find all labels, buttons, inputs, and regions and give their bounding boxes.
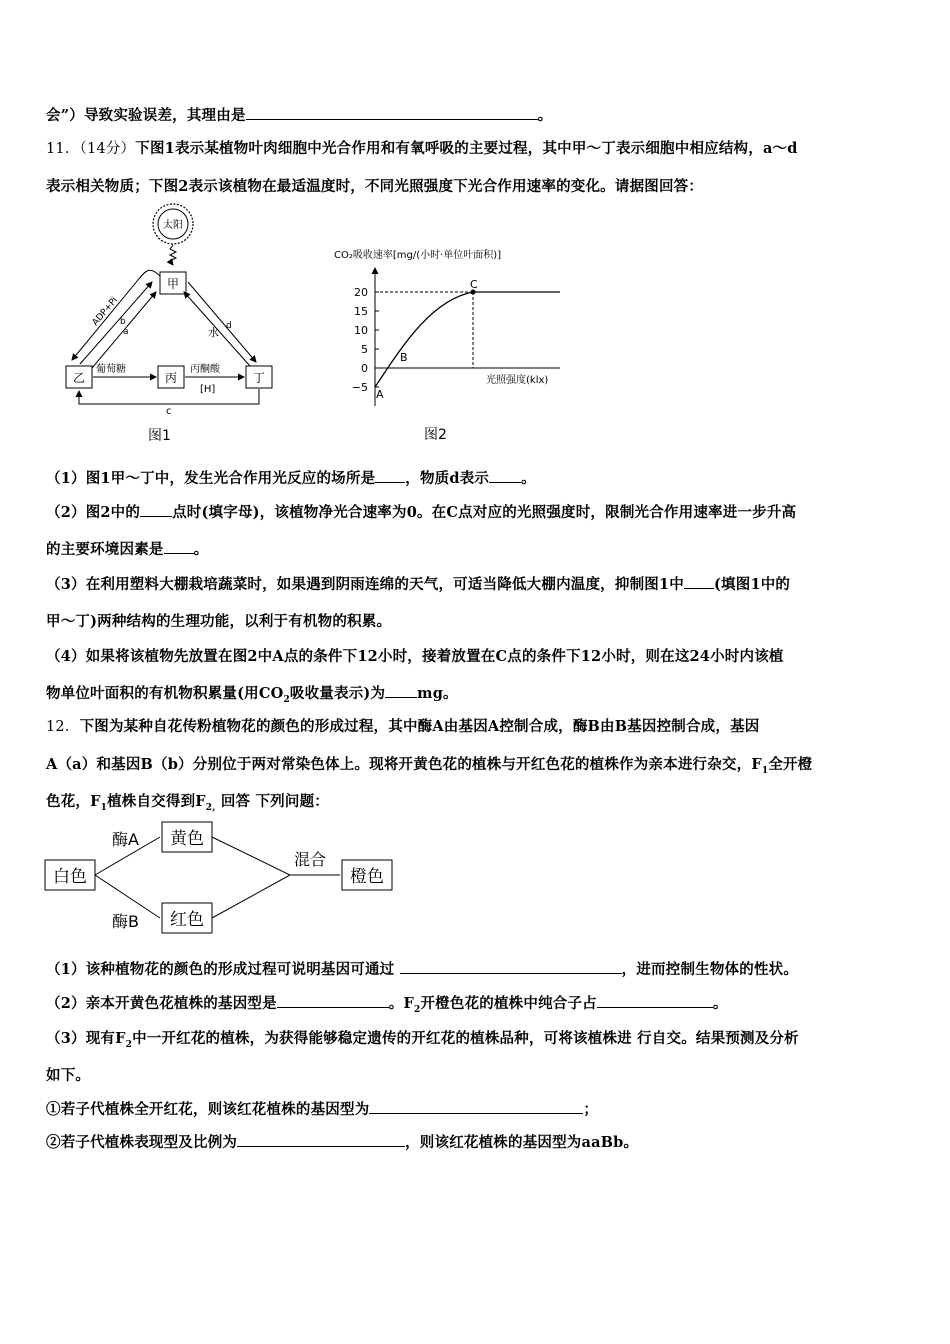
q12-intro2b: 全开橙 (768, 756, 813, 773)
label-red: 红色 (170, 910, 204, 930)
q11-p1-text-a: （1）图1甲～丁中，发生光合作用光反应的场所是 (46, 470, 376, 487)
answer-blank[interactable] (385, 683, 417, 698)
figure-1 (60, 200, 290, 450)
y-tick-15: 15 (354, 305, 368, 318)
answer-blank[interactable] (400, 959, 622, 974)
q11-part4-line2 (46, 682, 458, 705)
q10-tail-line (46, 104, 552, 125)
label-white: 白色 (53, 867, 87, 887)
adp-arrow (72, 270, 160, 360)
label-glucose: 葡萄糖 (96, 364, 126, 375)
co2-subscript: 2 (283, 694, 290, 705)
q11-p1-text-c: 。 (521, 470, 536, 487)
q11-part3-line1 (46, 573, 790, 594)
y-axis-label: CO₂吸收速率[mg/(小时·单位叶面积)] (334, 250, 502, 261)
q11-p1-text-b: ，物质d表示 (405, 470, 490, 487)
q11-p3-text-a: （3）在利用塑料大棚栽培蔬菜时，如果遇到阴雨连绵的天气，可适当降低大棚内温度，抑制图1中 (46, 576, 684, 593)
q12-intro-line3 (46, 790, 329, 813)
q11-part2-line1 (46, 501, 796, 522)
figure-1-caption: 图1 (148, 428, 171, 444)
q12-part3-line1 (46, 1027, 799, 1050)
q12-intro3-b: 植株自交得到F (107, 793, 206, 810)
x-axis-label: 光照强度(klx) (486, 375, 549, 386)
sun-label: 太阳 (163, 220, 183, 231)
q11-p4b-text-c: mg。 (417, 685, 458, 702)
figure-2-caption: 图2 (424, 427, 447, 443)
q12-part2 (46, 992, 728, 1015)
label-h: [H] (200, 384, 216, 395)
answer-blank[interactable] (489, 468, 521, 483)
q12-r1-text-b: ； (583, 1101, 599, 1118)
q11-p2b-text-b: 。 (193, 541, 209, 558)
f2-subscript: 2, (205, 802, 216, 813)
label-mix: 混合 (294, 850, 327, 869)
label-ding: 丁 (252, 371, 266, 385)
point-b-label: B (400, 351, 408, 364)
answer-blank[interactable] (140, 502, 172, 517)
answer-blank[interactable] (369, 1099, 583, 1114)
q12-r2-text-b: ，则该红花植株的基因型为aaBb。 (405, 1134, 639, 1151)
y-tick-5: 5 (361, 343, 368, 356)
answer-blank[interactable] (164, 539, 194, 554)
q12-p3-text-b: 中一开红花的植株，为获得能够稳定遗传的开红花的植株品种，可将该植株进 行自交。结果预测及分析 (132, 1030, 799, 1047)
point-c-label: C (470, 278, 478, 291)
q12-intro3-c: 回答 下列问题： (215, 793, 329, 810)
q11-intro1: 下图1表示某植物叶肉细胞中光合作用和有氧呼吸的主要过程，其中甲～丁表示细胞中相应结构，a～d (135, 140, 798, 157)
q11-p3b-text: 甲～丁)两种结构的生理功能，以利于有机物的积累。 (46, 613, 392, 630)
q11-part4-line1 (46, 645, 784, 666)
q11-intro-line2 (46, 175, 703, 196)
q11-part2-line2 (46, 538, 208, 559)
label-b: b (120, 317, 126, 327)
q11-p4a-text: （4）如果将该植物先放置在图2中A点的条件下12小时，接着放置在C点的条件下12小时，则在这24小时内该植 (46, 648, 784, 665)
label-d: d (226, 321, 232, 331)
label-pyruvate: 丙酮酸 (190, 364, 220, 375)
y-tick-20: 20 (354, 286, 368, 299)
q12-intro-line2 (46, 753, 812, 776)
label-enzyme-b: 酶B (112, 912, 139, 931)
q11-p2-text-a: （2）图2中的 (46, 504, 141, 521)
label-orange: 橙色 (350, 867, 384, 887)
answer-blank[interactable] (597, 993, 713, 1008)
q12-result2 (46, 1131, 638, 1152)
flower-color-diagram (40, 815, 400, 940)
sun-icon (153, 204, 193, 244)
q12-p1-text-a: （1）该种植物花的颜色的形成过程可说明基因可通过 (46, 961, 400, 978)
rate-curve (375, 292, 560, 387)
y-tick-0: 0 (361, 362, 368, 375)
label-bing: 丙 (164, 371, 178, 385)
q11-intro2: 表示相关物质；下图2表示该植物在最适温度时，不同光照强度下光合作用速率的变化。请据图回答： (46, 178, 704, 195)
q12-p1-text-b: ，进而控制生物体的性状。 (621, 961, 799, 978)
y-tick-neg5: −5 (351, 381, 368, 394)
answer-blank[interactable] (277, 993, 389, 1008)
q12-p2-text-b: 。F (388, 995, 414, 1012)
q10-tail-end: 。 (537, 107, 553, 124)
label-enzyme-a: 酶A (112, 830, 139, 849)
q12-intro3-a: 色花，F (46, 793, 101, 810)
y-tick-10: 10 (354, 324, 368, 337)
d-arrow (188, 282, 256, 362)
f2-subscript: 2 (414, 1004, 421, 1015)
answer-blank[interactable] (246, 105, 538, 120)
q12-intro2a: A（a）和基因B（b）分别位于两对常染色体上。现将开黄色花的植株与开红色花的植株作为亲本进行杂交，F (46, 756, 762, 773)
b-arrow (80, 282, 152, 364)
q12-p3-text-a: （3）现有F (46, 1030, 126, 1047)
q11-p4b-text-a: 物单位叶面积的有机物积累量(用CO (46, 685, 284, 702)
question-number: 11．（14分） (46, 141, 136, 157)
point-a-label: A (376, 388, 384, 401)
q10-tail-text: 会”）导致实验误差，其理由是 (46, 107, 246, 124)
q12-part3-line2 (46, 1064, 90, 1085)
q12-part1 (46, 958, 798, 979)
q12-p2-text-c: 开橙色花的植株中纯合子占 (420, 995, 597, 1012)
q12-r2-text-a: ②若子代植株表现型及比例为 (46, 1134, 238, 1151)
q11-p2-text-b: 点时(填字母)，该植物净光合速率为0。在C点对应的光照强度时，限制光合作用速率进一步升高 (172, 504, 797, 521)
label-a: a (123, 327, 129, 337)
label-adp: ADP+Pi (90, 295, 121, 328)
label-jia: 甲 (166, 277, 180, 291)
q12-intro1: 下图为某种自花传粉植物花的颜色的形成过程，其中酶A由基因A控制合成，酶B由B基因控制合成，基因 (79, 718, 760, 735)
answer-blank[interactable] (375, 468, 405, 483)
label-yi: 乙 (72, 371, 86, 385)
answer-blank[interactable] (684, 574, 714, 589)
q12-p2-text-a: （2）亲本开黄色花植株的基因型是 (46, 995, 277, 1012)
answer-blank[interactable] (237, 1132, 405, 1147)
label-c: c (166, 406, 172, 417)
label-yellow: 黄色 (170, 829, 204, 849)
figure-2 (330, 240, 570, 445)
q11-p2b-text-a: 的主要环境因素是 (46, 541, 164, 558)
q12-intro-line1 (46, 715, 759, 736)
q11-part3-line2 (46, 610, 391, 631)
merge-lines (212, 837, 290, 918)
light-arrow (170, 245, 176, 265)
q11-p4b-text-b: 吸收量表示)为 (289, 685, 386, 702)
q11-intro-line1 (46, 137, 798, 158)
label-water: 水 (208, 326, 219, 339)
f1-subscript: 1 (761, 765, 769, 776)
q11-p3-text-b: (填图1中的 (713, 576, 791, 593)
question-number: 12． (46, 719, 80, 735)
q12-result1 (46, 1098, 598, 1119)
q12-p2-text-d: 。 (712, 995, 728, 1012)
c-arrow (79, 389, 259, 404)
f2-subscript: 2 (125, 1039, 133, 1050)
q12-r1-text-a: ①若子代植株全开红花，则该红花植株的基因型为 (46, 1101, 370, 1118)
q11-part1 (46, 467, 536, 488)
f1-subscript: 1 (100, 802, 108, 813)
q12-p3b-text: 如下。 (46, 1067, 91, 1084)
